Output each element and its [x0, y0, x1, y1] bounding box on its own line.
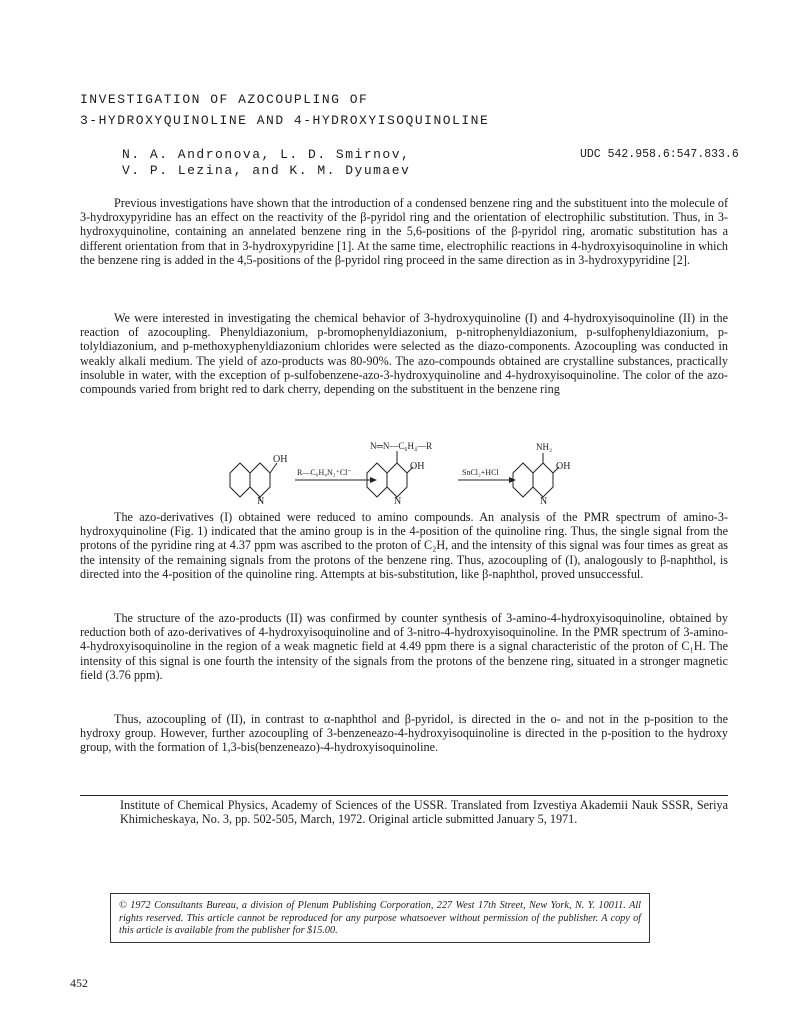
paragraph-5: Thus, azocoupling of (II), in contrast to α-naphthol and β-pyridol, is directed in the o- and not in the p-position to the hydroxy group. However, further azocoupling of 3-benzeneazo-4-hydroxyisoquinoline is directed in the p-position to the hydroxy group, with the formation of 1,3-bis(benzeneazo)-4-hydroxyisoquinoline.	[80, 712, 728, 755]
copyright-notice: © 1972 Consultants Bureau, a division of Plenum Publishing Corporation, 227 West 17th Street, New York, N. Y. 10011. All rights reserved. This article cannot be reproduced for any purpose whatsoever without permission of the publisher. A copy of this article is available from the publisher for $15.00.	[119, 900, 641, 937]
nh2-label: NH₂	[536, 442, 553, 452]
n-label-middle: N	[394, 496, 402, 505]
n-label-right: N	[540, 496, 548, 505]
article-title-line-2: 3-HYDROXYQUINOLINE AND 4-HYDROXYISOQUINOLINE	[80, 113, 490, 128]
reagent-reduction: SnCl₂+HCl	[462, 468, 499, 477]
oh-label-left: OH	[273, 454, 288, 465]
arrow-2	[458, 477, 516, 483]
paragraph-3: The azo-derivatives (I) obtained were reduced to amino compounds. An analysis of the PMR spectrum of amino-3-hydroxyquinoline (Fig. 1) indicated that the amino group is in the 4-position of the quinoline ring. Thus, the single signal from the protons of the pyridine ring at 4.37 ppm was ascribed to the proton of C₂H, and the intensity of this signal was four times as great as the intensity of the remaining signals from the protons of the benzene ring. Thus, azocoupling of (I), analogously to β-naphthol, is directed into the 4-position of the quinoline ring. Attempts at bis-substitution, like β-naphthol, proved unsuccessful.	[80, 510, 728, 581]
azocoupling-reaction-scheme	[225, 433, 585, 505]
paragraph-4: The structure of the azo-products (II) was confirmed by counter synthesis of 3-amino-4-hydroxyisoquinoline, obtained by reduction both of azo-derivatives of 4-hydroxyisoquinoline and of 3-nitro-4-hydroxyisoquinoline. In the PMR spectrum of 3-amino-4-hydroxyisoquinoline in the region of a weak magnetic field at 4.49 ppm there is a signal characteristic of the proton of C₁H. The intensity of this signal is one fourth the intensity of the signals from the protons of the benzene ring, situated in a stronger magnetic field (3.76 ppm).	[80, 611, 728, 682]
n-label-left: N	[257, 496, 265, 505]
azo-group-label: N═N—C₆H₄—R	[370, 441, 433, 451]
paragraph-2: We were interested in investigating the chemical behavior of 3-hydroxyquinoline (I) and 4-hydroxyisoquinoline (II) in the reaction of azocoupling. Phenyldiazonium, p-bromophenyldiazonium, p-nitrophenyldiazonium, p-sulfophenyldiazonium, p-tolyldiazonium, and p-methoxyphenyldiazonium chlorides were selected as the diazo-components. Azocoupling was conducted in weakly alkali medium. The yield of azo-products was 80-90%. The azo-compounds obtained are crystalline substances, practically insoluble in water, with the exception of p-sulfobenzene-azo-3-hydroxyquinoline and 4-hydroxyisoquinoline. The color of the azo-compounds varied from bright red to dark cherry, depending on the substituent in the benzene ring	[80, 311, 728, 397]
oh-label-middle: OH	[410, 461, 425, 472]
paragraph-1: Previous investigations have shown that the introduction of a condensed benzene ring and the substituent into the molecule of 3-hydroxypyridine has an effect on the reactivity of the β-pyridol ring and the orientation of electrophilic substitution. Thus, in 3-hydroxyquinoline, containing an annelated benzene ring in the 5,6-positions of the β-pyridol ring, aromatic substitution has a different orientation from that in 3-hydroxypyridine [1]. At the same time, electrophilic reactions in 4-hydroxyisoquinoline in which the benzene ring is added in the 4,5-positions of the β-pyridol ring proceed in the same direction as in 3-hydroxypyridine [2].	[80, 196, 728, 267]
institution-footnote: Institute of Chemical Physics, Academy of Sciences of the USSR. Translated from Izvestiya Akademii Nauk SSSR, Seriya Khimicheskaya, No. 3, pp. 502-505, March, 1972. Original article submitted January 5, 1971.	[120, 798, 728, 827]
authors-line-1: N. A. Andronova, L. D. Smirnov,	[122, 147, 411, 162]
authors-line-2: V. P. Lezina, and K. M. Dyumaev	[122, 163, 411, 178]
article-title-line-1: INVESTIGATION OF AZOCOUPLING OF	[80, 92, 369, 107]
reagent-diazonium: R—C₆H₄N₂⁺Cl⁻	[297, 468, 352, 477]
copyright-box	[110, 893, 650, 943]
arrow-1	[295, 477, 377, 483]
udc-code: UDC 542.958.6:547.833.6	[580, 148, 739, 161]
amino-product-structure	[513, 453, 559, 497]
azo-product-structure	[367, 451, 413, 497]
oh-label-right: OH	[556, 461, 571, 472]
page-number: 452	[70, 976, 88, 990]
quinoline-structure-left	[230, 463, 277, 501]
footnote-divider	[80, 795, 728, 796]
